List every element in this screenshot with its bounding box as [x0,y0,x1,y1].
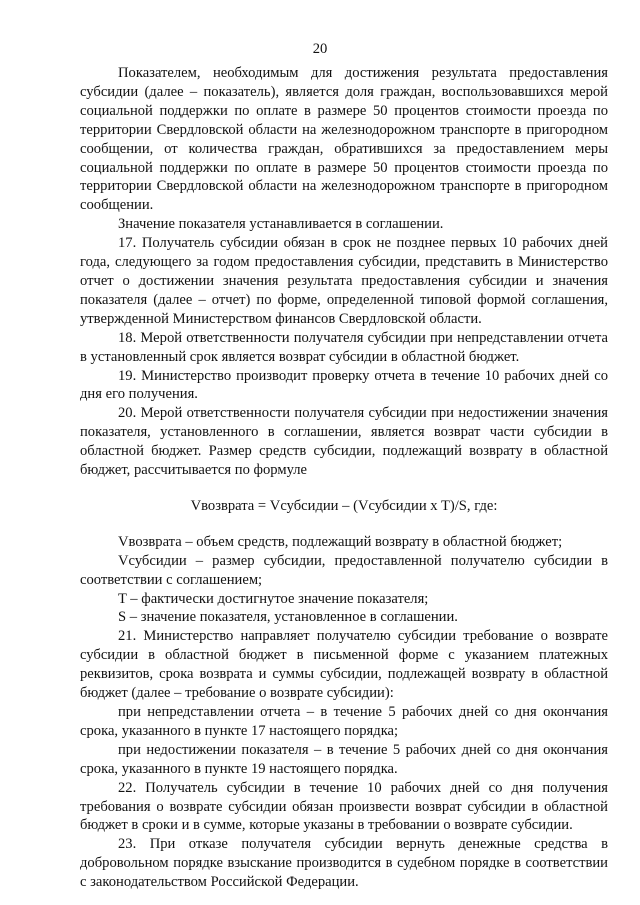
paragraph-21: 21. Министерство направляет получателю субсидии требование о возврате субсидии в областной бюджет в письменной форме с указанием платежных реквизитов, срока возврата и суммы субсидии, подлежащей возврату в областной бюджет (далее – требование о возврате субсидии): [80,628,608,702]
paragraph-20: 20. Мерой ответственности получателя субсидии при недостижении значения показателя, установленного в соглашении, является возврат части субсидии в областной бюджет. Размер средств субсидии, подлежащий возврату в областной бюджет, рассчитывается по формуле [80,405,608,479]
document-body [80,64,608,892]
formula-def-v-refund: Vвозврата – объем средств, подлежащий возврату в областной бюджет; [118,533,563,550]
page-number: 20 [312,41,328,57]
formula-def-v-subsidy: Vсубсидии – размер субсидии, предоставленной получателю субсидии в соответствии с соглашением; [80,552,608,588]
paragraph-19: 19. Министерство производит проверку отчета в течение 10 рабочих дней со дня его получения. [80,367,608,403]
refund-formula: Vвозврата = Vсубсидии – (Vсубсидии x T)/S, где: [190,497,498,514]
paragraph-17: 17. Получатель субсидии обязан в срок не позднее первых 10 рабочих дней года, следующего за годом предоставления субсидии, представить в Министерство отчет о достижении значения результата предоставления субсидии и значения показателя (далее – отчет) по форме, определенной типовой формой соглашения, утвержденной Министерством финансов Свердловской области. [80,235,608,327]
paragraph-indicator-definition: Показателем, необходимым для достижения результата предоставления субсидии (далее – показатель), является доля граждан, воспользовавшихся мерой социальной поддержки по оплате в размере 50 процентов стоимости проезда по территории Свердловской области на железнодорожном транспорте в пригородном сообщении, от количества граждан, обратившихся за предоставлением меры социальной поддержки по оплате в размере 50 процентов стоимости проезда по территории Свердловской области на железнодорожном транспорте в пригородном сообщении. [80,65,608,214]
paragraph-22: 22. Получатель субсидии в течение 10 рабочих дней со дня получения требования о возврате субсидии обязан произвести возврат субсидии в областной бюджет в сроки и в сумме, которые указаны в требовании о возврате субсидии. [80,779,608,834]
paragraph-23: 23. При отказе получателя субсидии вернуть денежные средства в добровольном порядке взыскание производится в судебном порядке в соответствии с законодательством Российской Федерации. [80,836,608,891]
formula-def-s: S – значение показателя, установленное в соглашении. [118,609,458,626]
paragraph-18: 18. Мерой ответственности получателя субсидии при непредставлении отчета в установленный срок является возврат субсидии в областной бюджет. [80,329,608,365]
paragraph-indicator-value: Значение показателя устанавливается в соглашении. [118,216,444,233]
formula-def-t: T – фактически достигнутое значение показателя; [118,590,429,607]
paragraph-21-case-no-report: при непредставлении отчета – в течение 5 рабочих дней со дня окончания срока, указанного в пункте 17 настоящего порядка; [80,704,608,739]
paragraph-21-case-not-achieved: при недостижении показателя – в течение 5 рабочих дней со дня окончания срока, указанного в пункте 19 настоящего порядка. [80,741,608,777]
